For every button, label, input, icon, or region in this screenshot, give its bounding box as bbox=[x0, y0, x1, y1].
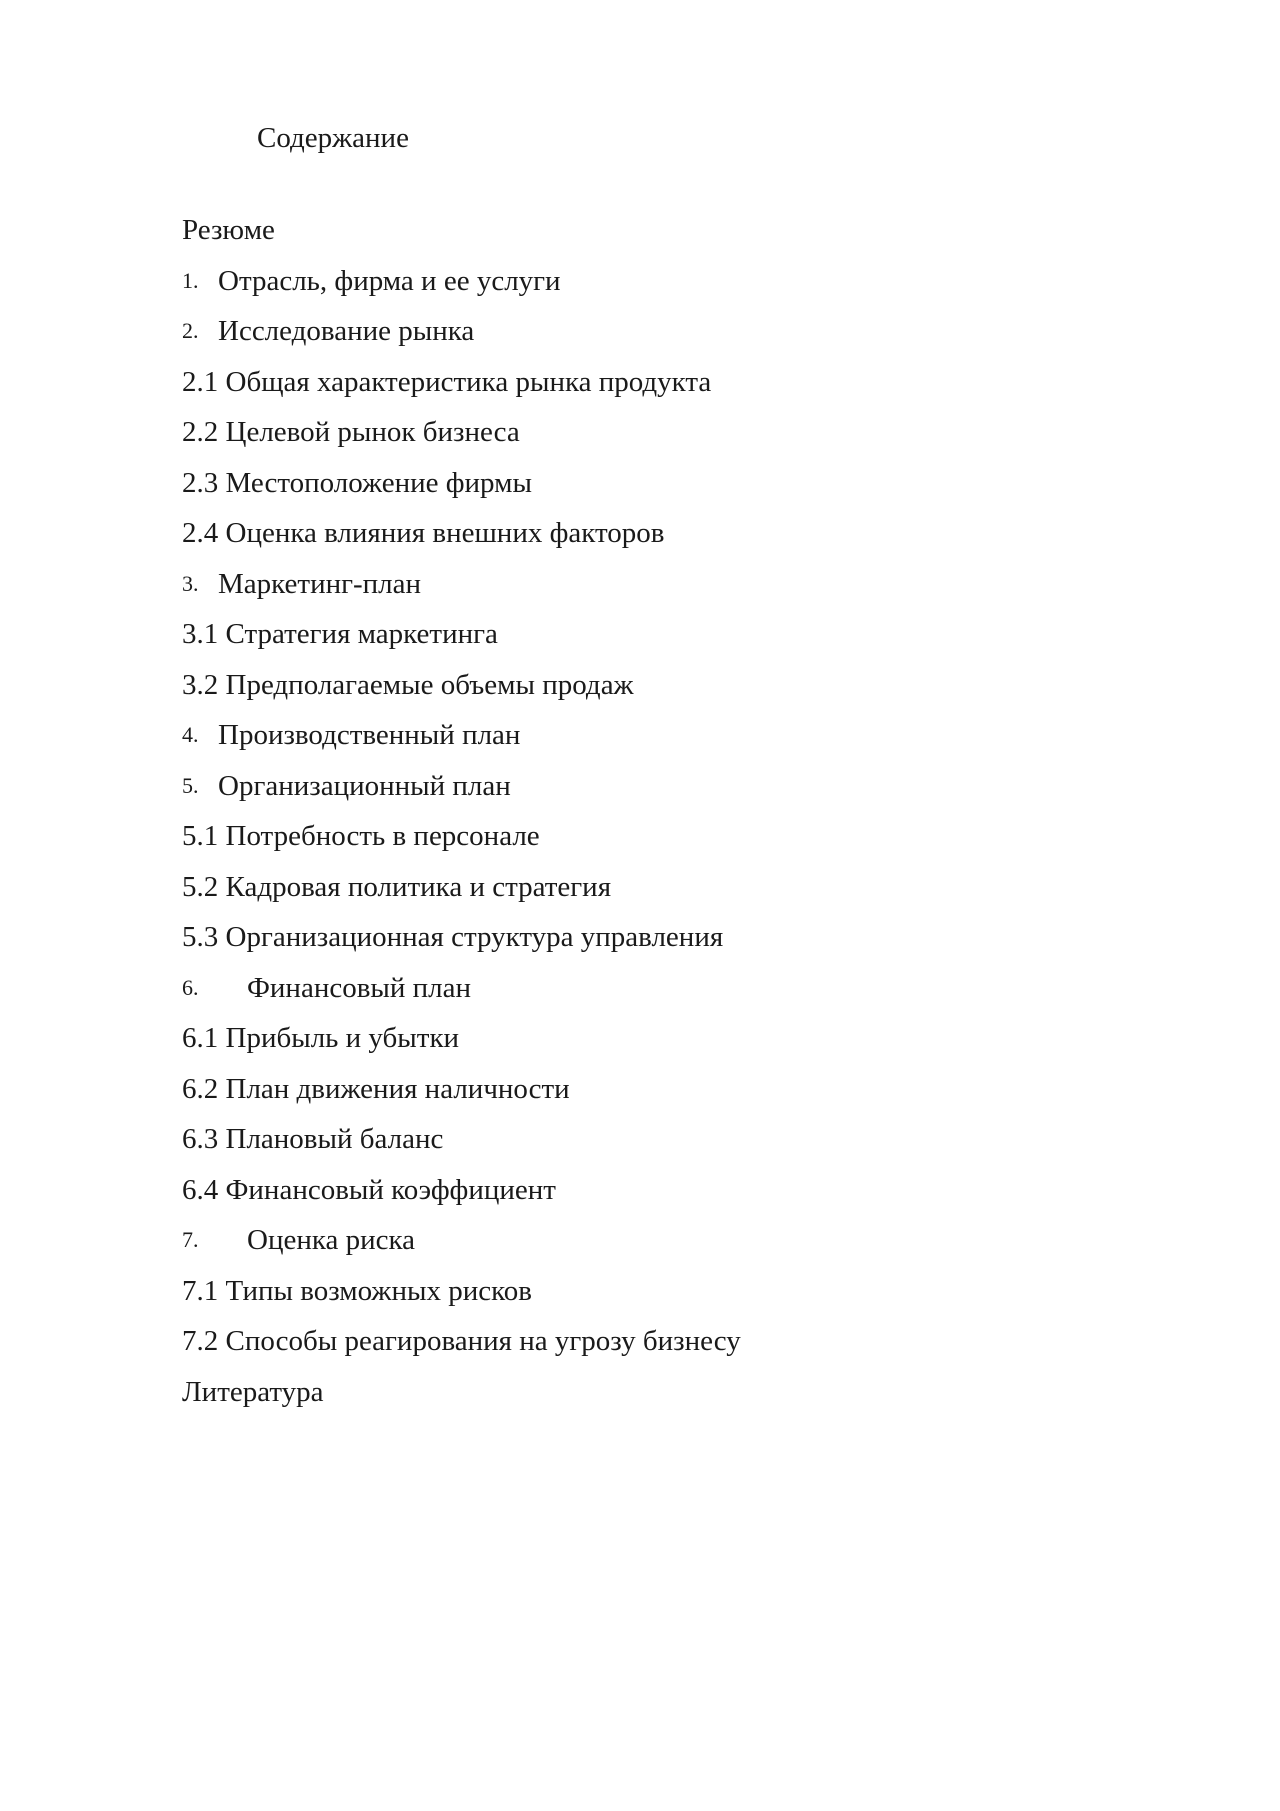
toc-entry-text: Литература bbox=[182, 1375, 324, 1408]
toc-entry bbox=[182, 817, 741, 868]
toc-entry bbox=[182, 514, 741, 565]
toc-entry bbox=[182, 1373, 741, 1424]
toc-entry-text: 6.3 Плановый баланс bbox=[182, 1123, 444, 1155]
toc-entry-number: 7. bbox=[182, 1227, 199, 1252]
toc-entry bbox=[182, 615, 741, 666]
toc-entry bbox=[182, 413, 741, 464]
toc-entry-text: Организационный план bbox=[218, 769, 511, 802]
toc-entry bbox=[182, 312, 741, 363]
toc-entry bbox=[182, 1070, 741, 1121]
toc-entry bbox=[182, 918, 741, 969]
toc-entry bbox=[182, 1019, 741, 1070]
toc-entry-text: 3.2 Предполагаемые объемы продаж bbox=[182, 668, 634, 701]
toc-entry-text: 2.3 Местоположение фирмы bbox=[182, 466, 532, 499]
toc-entry bbox=[182, 363, 741, 414]
toc-entry-number: 6. bbox=[182, 974, 199, 1000]
toc-entry-text: 3.1 Стратегия маркетинга bbox=[182, 618, 498, 650]
toc-entry-text: 7.2 Способы реагирования на угрозу бизнесу bbox=[182, 1325, 741, 1357]
toc-entry-number: 2. bbox=[182, 318, 199, 343]
toc-entry-text: 5.1 Потребность в персонале bbox=[182, 820, 540, 852]
toc-entry-number: 5. bbox=[182, 772, 199, 798]
toc-entry bbox=[182, 464, 741, 515]
toc-entry-text: 5.3 Организационная структура управления bbox=[182, 921, 724, 953]
toc-entry bbox=[182, 262, 741, 313]
toc-entry-text: 2.1 Общая характеристика рынка продукта bbox=[182, 365, 712, 398]
toc-entry bbox=[182, 565, 741, 616]
toc-entry-text: 2.4 Оценка влияния внешних факторов bbox=[182, 517, 665, 549]
toc-entry-number: 1. bbox=[182, 267, 199, 293]
toc-entry bbox=[182, 1272, 741, 1323]
toc-entry bbox=[182, 1322, 741, 1373]
page-title: Содержание bbox=[257, 122, 409, 154]
toc-entry bbox=[182, 211, 741, 262]
toc-entry-text: Отрасль, фирма и ее услуги bbox=[218, 264, 561, 297]
toc-entry-text: 2.2 Целевой рынок бизнеса bbox=[182, 416, 520, 448]
toc-entry-text: 6.1 Прибыль и убытки bbox=[182, 1022, 460, 1054]
toc-entry bbox=[182, 868, 741, 919]
toc-entry-text: 5.2 Кадровая политика и стратегия bbox=[182, 870, 612, 903]
toc-entry-text: Маркетинг-план bbox=[218, 567, 422, 600]
toc-entry-number: 3. bbox=[182, 570, 199, 596]
toc-entry-text: Резюме bbox=[182, 214, 275, 246]
toc-entry bbox=[182, 716, 741, 767]
toc-entry bbox=[182, 1221, 741, 1272]
toc-entry bbox=[182, 969, 741, 1020]
toc-entry bbox=[182, 767, 741, 818]
toc-entry-text: Исследование рынка bbox=[218, 315, 475, 347]
toc-entry-text: 6.4 Финансовый коэффициент bbox=[182, 1173, 556, 1206]
toc-entry-text: Производственный план bbox=[218, 719, 521, 751]
toc-entry-text: 7.1 Типы возможных рисков bbox=[182, 1274, 532, 1307]
toc-entry bbox=[182, 666, 741, 717]
toc-entry-text: Оценка риска bbox=[247, 1224, 416, 1256]
toc-entry bbox=[182, 1120, 741, 1171]
table-of-contents bbox=[182, 211, 741, 1423]
toc-entry bbox=[182, 1171, 741, 1222]
toc-entry-text: Финансовый план bbox=[247, 971, 472, 1004]
toc-entry-text: 6.2 План движения наличности bbox=[182, 1072, 570, 1105]
toc-entry-number: 4. bbox=[182, 722, 199, 747]
